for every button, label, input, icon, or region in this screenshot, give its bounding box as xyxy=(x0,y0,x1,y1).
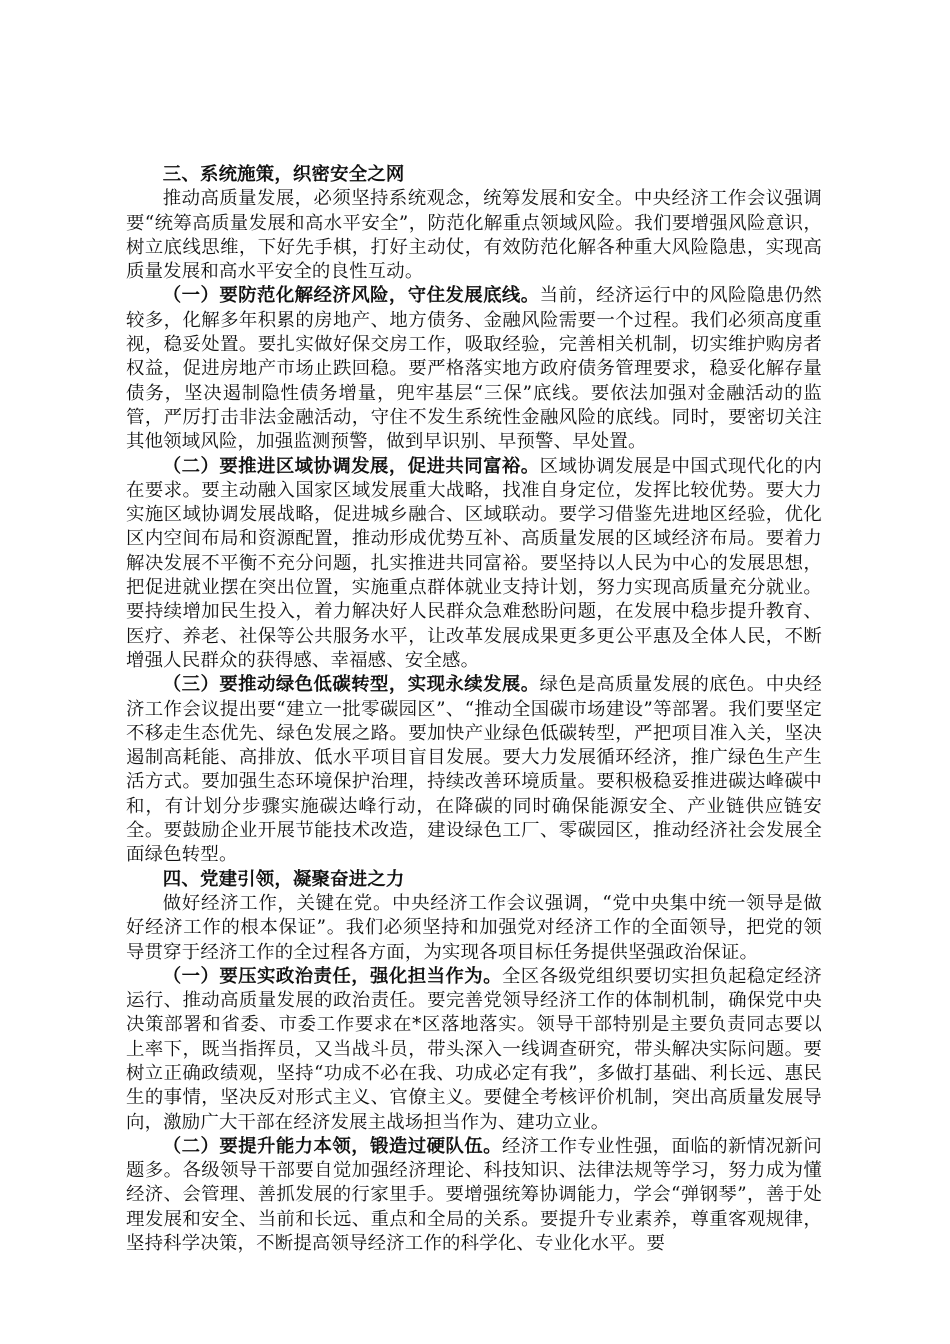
section-intro: 推动高质量发展，必须坚持系统观念，统筹发展和安全。中央经济工作会议强调要“统筹高质量发展和高水平安全”，防范化解重点领域风险。我们要增强风险意识，树立底线思维，下好先手棋，打好主动仗，有效防范化解各种重大风险隐患，实现高质量发展和高水平安全的良性互动。 xyxy=(126,188,822,283)
subsection-body: 绿色是高质量发展的底色。中央经济工作会议提出要“建立一批零碳园区”、“推动全国碳市场建设”等部署。我们要坚定不移走生态优先、绿色发展之路。要加快产业绿色低碳转型，严把项目准入关，坚决遏制高耗能、高排放、低水平项目盲目发展。要大力发展循环经济，推广绿色生产生活方式。要加强生态环境保护治理，持续改善环境质量。要积极稳妥推进碳达峰碳中和，有计划分步骤实施碳达峰行动，在降碳的同时确保能源安全、产业链供应链安全。要鼓励企业开展节能技术改造，建设绿色工厂、零碳园区，推动经济社会发展全面绿色转型。 xyxy=(126,674,822,866)
subsection-lead: （一）要压实政治责任，强化担当作为。 xyxy=(162,965,502,987)
subsection-paragraph xyxy=(126,284,822,454)
subsection-lead: （二）要提升能力本领，锻造过硬队伍。 xyxy=(162,1135,502,1157)
subsection-lead: （一）要防范化解经济风险，守住发展底线。 xyxy=(162,285,540,307)
section-intro: 做好经济工作，关键在党。中央经济工作会议强调，“党中央集中统一领导是做好经济工作的根本保证”。我们必须坚持和加强党对经济工作的全面领导，把党的领导贯穿于经济工作的全过程各方面，为实现各项目标任务提供坚强政治保证。 xyxy=(126,892,822,963)
subsection-paragraph xyxy=(126,455,822,674)
subsection-paragraph xyxy=(126,673,822,867)
document-page xyxy=(126,163,822,1256)
subsection-body: 当前，经济运行中的风险隐患仍然较多，化解多年积累的房地产、地方债务、金融风险需要一个过程。我们必须高度重视，稳妥处置。要扎实做好保交房工作，吸取经验，完善相关机制，切实维护购房者权益，促进房地产市场止跌回稳。要严格落实地方政府债务管理要求，稳妥化解存量债务，坚决遏制隐性债务增量，兜牢基层“三保”底线。要依法加强对金融活动的监管，严厉打击非法金融活动，守住不发生系统性金融风险的底线。同时，要密切关注其他领域风险，加强监测预警，做到早识别、早预警、早处置。 xyxy=(126,285,822,453)
subsection-paragraph xyxy=(126,965,822,1135)
subsection-body: 区域协调发展是中国式现代化的内在要求。要主动融入国家区域发展重大战略，找准自身定位，发挥比较优势。要大力实施区域协调发展战略，促进城乡融合、区域联动。要学习借鉴先进地区经验，优化区内空间布局和资源配置，推动形成优势互补、高质量发展的区域经济布局。要着力解决发展不平衡不充分问题，扎实推进共同富裕。要坚持以人民为中心的发展思想，把促进就业摆在突出位置，实施重点群体就业支持计划，努力实现高质量充分就业。要持续增加民生投入，着力解决好人民群众急难愁盼问题，在发展中稳步提升教育、医疗、养老、社保等公共服务水平，让改革发展成果更多更公平惠及全体人民，不断增强人民群众的获得感、幸福感、安全感。 xyxy=(126,455,822,671)
subsection-paragraph xyxy=(126,1135,822,1256)
subsection-body: 经济工作专业性强，面临的新情况新问题多。各级领导干部要自觉加强经济理论、科技知识、法律法规等学习，努力成为懂经济、会管理、善抓发展的行家里手。要增强统筹协调能力，学会“弹钢琴”，善于处理发展和安全、当前和长远、重点和全局的关系。要提升专业素养，尊重客观规律，坚持科学决策，不断提高领导经济工作的科学化、专业化水平。要 xyxy=(126,1135,822,1255)
subsection-body: 全区各级党组织要切实担负起稳定经济运行、推动高质量发展的政治责任。要完善党领导经济工作的体制机制，确保党中央决策部署和省委、市委工作要求在*区落地落实。领导干部特别是主要负责同志要以上率下，既当指挥员，又当战斗员，带头深入一线调查研究，带头解决实际问题。要树立正确政绩观，坚持“功成不必在我、功成必定有我”，多做打基础、利长远、惠民生的事情，坚决反对形式主义、官僚主义。要健全考核评价机制，突出高质量发展导向，激励广大干部在经济发展主战场担当作为、建功立业。 xyxy=(126,965,822,1133)
subsection-lead: （二）要推进区域协调发展，促进共同富裕。 xyxy=(162,455,540,477)
section-heading: 四、党建引领，凝聚奋进之力 xyxy=(162,868,405,890)
section-heading: 三、系统施策，织密安全之网 xyxy=(162,164,405,185)
subsection-lead: （三）要推动绿色低碳转型，实现永续发展。 xyxy=(162,674,540,696)
